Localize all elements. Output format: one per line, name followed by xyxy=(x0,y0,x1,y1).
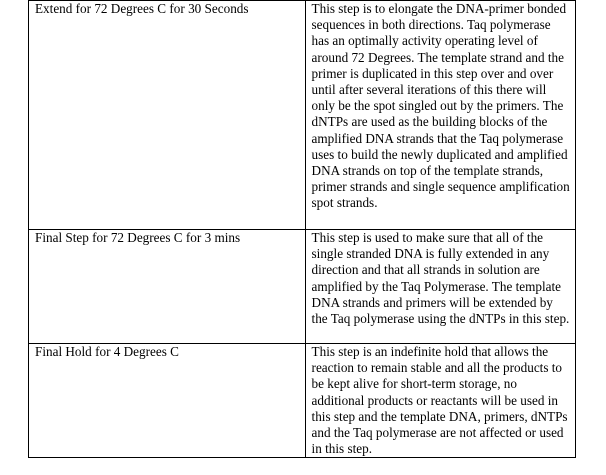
description-cell xyxy=(305,1,575,230)
step-label: Final Hold for 4 Degrees C xyxy=(35,344,179,359)
step-label: Extend for 72 Degrees C for 30 Seconds xyxy=(35,1,249,16)
step-description: This step is used to make sure that all of the single stranded DNA is fully extended in any direction and that all strands in solution are amplified by the Taq Polymerase. The template DNA strands and primers will be extended by the Taq polymerase using the dNTPs in this step. xyxy=(311,230,570,327)
table-row xyxy=(29,1,576,230)
table-row xyxy=(29,230,576,344)
step-cell xyxy=(29,1,306,230)
description-cell xyxy=(305,344,575,458)
table-row xyxy=(29,344,576,458)
step-cell xyxy=(29,344,306,458)
step-label: Final Step for 72 Degrees C for 3 mins xyxy=(35,230,241,245)
pcr-steps-table xyxy=(28,0,576,458)
step-cell xyxy=(29,230,306,344)
step-description: This step is to elongate the DNA-primer bonded sequences in both directions. Taq polymerase has an optimally activity operating level of around 72 Degrees. The template strand and the primer is duplicated in this step over and over until after several iterations of this there will only be the spot singled out by the primers. The dNTPs are used as the building blocks of the amplified DNA strands that the Taq polymerase uses to build the newly duplicated and amplified DNA strands on top of the template strands, primer strands and single sequence amplification spot strands. xyxy=(311,1,570,211)
step-description: This step is an indefinite hold that allows the reaction to remain stable and all the products to be kept alive for short-term storage, no additional products or reactants will be used in this step and the template DNA, primers, dNTPs and the Taq polymerase are not affected or used in this step. xyxy=(311,344,568,457)
description-cell xyxy=(305,230,575,344)
